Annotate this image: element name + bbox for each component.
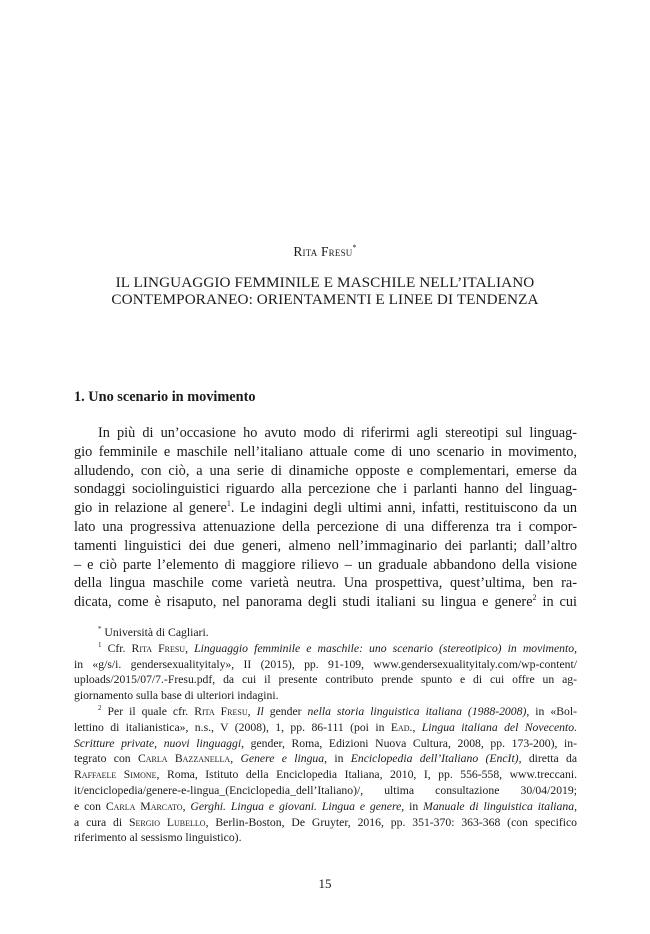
- footnote-ref-2: 2: [532, 593, 537, 603]
- page-number: 15: [318, 876, 332, 891]
- section-heading: 1. Uno scenario in movimento: [74, 389, 256, 405]
- footnote-2-line: [74, 751, 577, 767]
- footnote-star: [74, 625, 577, 641]
- title-line-2: CONTEMPORANEO: ORIENTAMENTI E LINEE DI TENDENZA: [111, 291, 539, 308]
- footnote-1-line: uploads/2015/07/7.-Fresu.pdf, da cui il presente contributo prende spunto e di cui offre un ag-: [74, 673, 577, 687]
- footnote-text: ,: [412, 720, 422, 734]
- cited-title: Lingua italiana del Novecento.: [421, 720, 578, 734]
- footnote-mark: 1: [98, 640, 102, 649]
- footnote-2-line: [74, 767, 577, 783]
- footnote-2-line: [74, 799, 577, 815]
- cited-author: Raffaele Simone: [74, 768, 157, 782]
- footnote-text: Università di Cagliari.: [104, 626, 209, 639]
- footnote-text: a cura di: [74, 815, 130, 829]
- footnote-2-line: [74, 704, 577, 720]
- cited-title: Genere e lingua: [240, 752, 325, 766]
- footnote-text: , in: [401, 799, 424, 813]
- author-name: Rita Fresu: [293, 244, 353, 259]
- footnote-text: , gender, Roma, Edizioni Nuova Cultura, 2008, pp. 173-200), in-: [241, 736, 577, 750]
- footnote-text: , Roma, Istituto della Enciclopedia Italiana, 2010, I, pp. 556-558, www.treccani.: [156, 768, 577, 782]
- footnote-text: ,: [574, 641, 578, 655]
- footnote-mark: 2: [98, 703, 102, 712]
- footnote-2-line: [74, 736, 577, 752]
- footnote-2-line: [74, 720, 577, 736]
- body-text-fragment: dicata, come è risaputo, nel panorama degli studi italiani su lingua e genere: [74, 594, 533, 611]
- footnote-text: ,: [182, 799, 191, 813]
- author-line: [0, 243, 650, 260]
- footnote-text: ,: [574, 799, 578, 813]
- cited-title: Scritture private, nuovi linguaggi: [74, 736, 242, 750]
- body-paragraph: [74, 424, 577, 612]
- footnote-text: Per il quale cfr.: [107, 704, 195, 718]
- footnote-text: ,: [247, 704, 257, 718]
- body-line: della lingua maschile come varietà neutra. Una prospettiva, quest’ultima, ben ra-: [74, 575, 577, 592]
- footnote-1-line: giornamento sulla base di ulteriori indagini.: [74, 689, 279, 703]
- footnote-text: lettino di italianistica», n.s., V (2008), 1, pp. 86-111 (poi in: [74, 720, 391, 734]
- body-line: lato una progressiva attenuazione della percezione di una differenza tra i compor-: [74, 518, 577, 535]
- cited-author: Rita Fresu: [194, 704, 248, 718]
- body-line: [74, 499, 577, 518]
- footnote-text: e con: [74, 799, 106, 813]
- footnote-text: Cfr.: [107, 641, 132, 655]
- cited-title: Il: [256, 704, 264, 718]
- footnote-2-line: [74, 815, 577, 831]
- body-text-fragment: in cui: [536, 594, 577, 611]
- cited-author: Rita Fresu: [131, 641, 186, 655]
- title-line-1: IL LINGUAGGIO FEMMINILE E MASCHILE NELL’ITALIANO: [115, 274, 535, 291]
- body-line: sondaggi sociolinguistici riguardo alla percezione che i parlanti hanno del linguag-: [74, 481, 577, 498]
- footnote-text: , Berlin-Boston, De Gruyter, 2016, pp. 351-370: 363-368 (con specifico: [205, 815, 578, 829]
- cited-author: Carla Bazzanella: [137, 752, 231, 766]
- article-title: [70, 274, 580, 308]
- author-footnote-mark: *: [352, 243, 357, 252]
- footnote-text: tegrato con: [74, 752, 138, 766]
- footnote-text: ,: [185, 641, 195, 655]
- body-line: – e ciò parte l’elemento di maggiore rilievo – un graduale abbandono della visione: [74, 556, 577, 573]
- cited-title: Enciclopedia dell’Italiano (EncIt): [350, 752, 519, 766]
- footnote-1-line: in «g/s/i. gendersexualityitaly», II (2015), pp. 91-109, www.gendersexualityitaly.com/wp-content/: [74, 657, 577, 671]
- footnote-text: ,: [230, 752, 241, 766]
- body-line: [74, 593, 577, 612]
- body-text-fragment: . Le indagini degli ultimi anni, infatti, restituiscono da un: [230, 500, 578, 517]
- footnote-mark: *: [98, 625, 102, 633]
- cited-title: nella storia linguistica italiana (1988-2008): [307, 704, 527, 718]
- cited-author: Ead.: [390, 720, 413, 734]
- cited-author: Sergio Lubello: [129, 815, 206, 829]
- footnote-2-line: it/enciclopedia/genere-e-lingua_(Enciclopedia_dell’Italiano)/, ultima consultazione 30/04/2019;: [74, 783, 577, 797]
- cited-title: Linguaggio femminile e maschile: uno scenario (stereotipico) in movimento: [194, 641, 575, 655]
- body-line: gio femminile e maschile nell’italiano attuale come di uno scenario in movimento,: [74, 443, 577, 460]
- footnote-ref-1: 1: [226, 499, 231, 509]
- footnote-text: , in: [324, 752, 351, 766]
- footnote-text: gender: [263, 704, 308, 718]
- footnotes: [74, 625, 577, 846]
- footnote-1-line: [74, 641, 577, 657]
- body-text-fragment: gio in relazione al genere: [74, 500, 227, 517]
- cited-author: Carla Marcato: [105, 799, 183, 813]
- body-line: In più di un’occasione ho avuto modo di riferirmi agli stereotipi sul linguag-: [98, 425, 577, 441]
- footnote-text: , diretta da: [518, 752, 578, 766]
- footnote-2-line: riferimento al sessismo linguistico).: [74, 831, 242, 845]
- cited-title: Manuale di linguistica italiana: [423, 799, 575, 813]
- cited-title: Gerghi. Lingua e giovani. Lingua e genere: [190, 799, 402, 813]
- body-line: tamenti linguistici dei due generi, almeno nell’immaginario dei parlanti; dall’altro: [74, 537, 577, 554]
- footnote-text: , in «Bol-: [526, 704, 578, 718]
- body-line: alludendo, con ciò, a una serie di dinamiche opposte e complementari, emerse da: [74, 462, 577, 479]
